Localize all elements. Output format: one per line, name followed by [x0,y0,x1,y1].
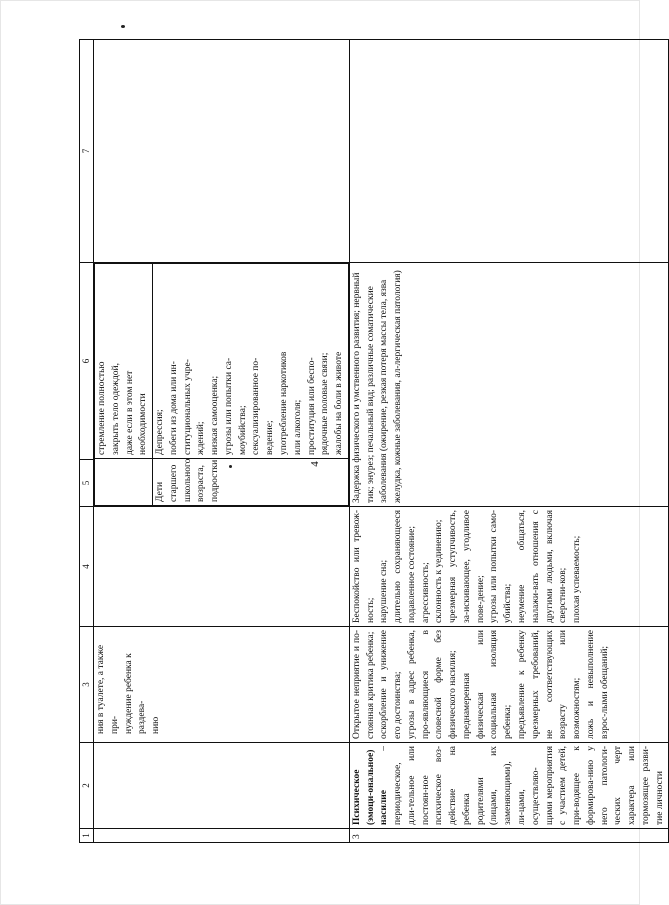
list-item: плохая успеваемость; [572,535,583,623]
age-signs-subtable [94,263,349,506]
list-item: длительно сохраняющееся подавленное состояние; [393,510,417,623]
text-line: ведение; [265,420,276,455]
header-cell-7: 7 [80,40,94,263]
violence-type-description: – периодическое, дли-тельное или постоян-ное психическое воз-действие на ребенка родителями (лицами, их заменяющими), ли-цами, осуществляю-щими мероприятия с участием детей, при-водящее к формирова-нию у него патологи-ческих черт характера или тормозящее разви-тие личности [379,746,665,825]
list-item: агрессивность; [420,562,431,623]
text-line: моубийства; [237,405,248,455]
text-line: низкая самооценка; [210,375,221,455]
text-line: Депрессия; [155,409,166,455]
header-cell-6: 6 [80,263,94,460]
text-line: стремление полностью [97,361,108,455]
list-item: неумение общаться, налажи-вать отношения с другими людьми, включая сверстни-ков; [517,510,569,623]
subtable-top-row [95,264,153,506]
continued-row-behavior [94,507,350,627]
text-line: ния в туалете, а также при- [96,644,120,734]
text-line: нию [151,716,162,734]
text-line: возраста, [196,465,207,502]
child-behavior-signs [349,507,669,627]
subtable-group-row [153,264,349,506]
page-number: 4 [308,461,321,467]
text-line: употребление наркотиков [279,351,289,455]
header-row [80,40,94,843]
text-line: или алкоголя; [292,399,303,455]
text-line: закрыть тело одеждой, [110,363,121,455]
scan-speck [121,25,125,28]
document-table [79,39,669,843]
text-line: даже если в этом нет [124,370,135,455]
text-line: ституциональных учре- [182,359,193,455]
text-line: школьного [182,458,193,502]
subtable-top-age [95,459,153,506]
violence-type-definition [349,743,669,829]
rotated-table-container [79,40,665,843]
list-item: чрезмерная уступчивость, за-искивающее, угодливое пове-дение; [448,510,486,623]
text-line: рядочные половые связи; [320,352,331,455]
continued-row-age-signs [94,263,350,507]
header-cell-3: 3 [80,627,94,743]
list-item: ложь и невыполнение взрос-лыми обещаний; [585,630,610,739]
text-line: проституция или беспо- [306,357,317,455]
text-line: сексуализированное по- [251,357,262,455]
row-notes [349,40,669,263]
header-cell-5: 5 [80,460,94,507]
list-item: Открытое неприятие и по-стоянная критика ребенка; [351,630,376,739]
list-item: склонность к уединению; [434,519,445,623]
continued-row [94,40,350,843]
list-item: предъявление к ребенку чрезмерных требований, не соответствующих возрасту или возможностям; [517,630,583,739]
subtable-top-signs [95,264,153,459]
header-cell-2: 2 [80,743,94,829]
continued-row-type [94,743,350,829]
text-line: побеги из дома или ин- [168,361,179,455]
text-line: Дети [155,481,166,502]
text-line: ждений; [196,421,207,455]
row-psychological-violence [349,40,669,843]
text-line: угрозы или попытки са- [223,357,234,455]
continued-row-number [94,829,350,843]
list-item: Беспокойство или тревож-ность; [351,510,376,623]
text-line: жалобы на боли в животе [334,351,345,455]
physical-signs: Задержка физического и умственного развития; нервный тик; энурез; печальный вид; различные соматические заболевания (ожирение, резкая потеря массы тела, язва желудка, кожные заболевания, ал-лергическая патология) [349,263,669,507]
age-group-cell [153,459,349,506]
row-number: 3 [349,829,669,843]
violence-type-title: Психическое (эмоци-ональное) насилие [351,749,390,825]
list-item: нарушение сна; [379,559,390,623]
list-item: оскорбление и унижение его достоинства; [379,630,404,739]
header-cell-1: 1 [80,829,94,843]
continued-row-notes [94,40,350,263]
header-cell-4: 4 [80,507,94,627]
text-line: подростки [210,459,221,502]
text-line: необходимости [138,393,149,455]
text-line: нуждение ребенка к раздева- [123,653,148,734]
list-item: угрозы в адрес ребенка, про-являющиеся в словесной форме без физического насилия; [406,630,459,739]
list-item: преднамеренная физическая или социальная изоляция ребенка; [461,630,514,739]
signs-in-adults-behavior [349,627,669,743]
list-item: угрозы или попытки само-убийства; [489,510,514,623]
age-group-signs-cell [153,264,349,459]
text-line: старшего [168,464,179,502]
continued-row-signs [94,627,350,743]
